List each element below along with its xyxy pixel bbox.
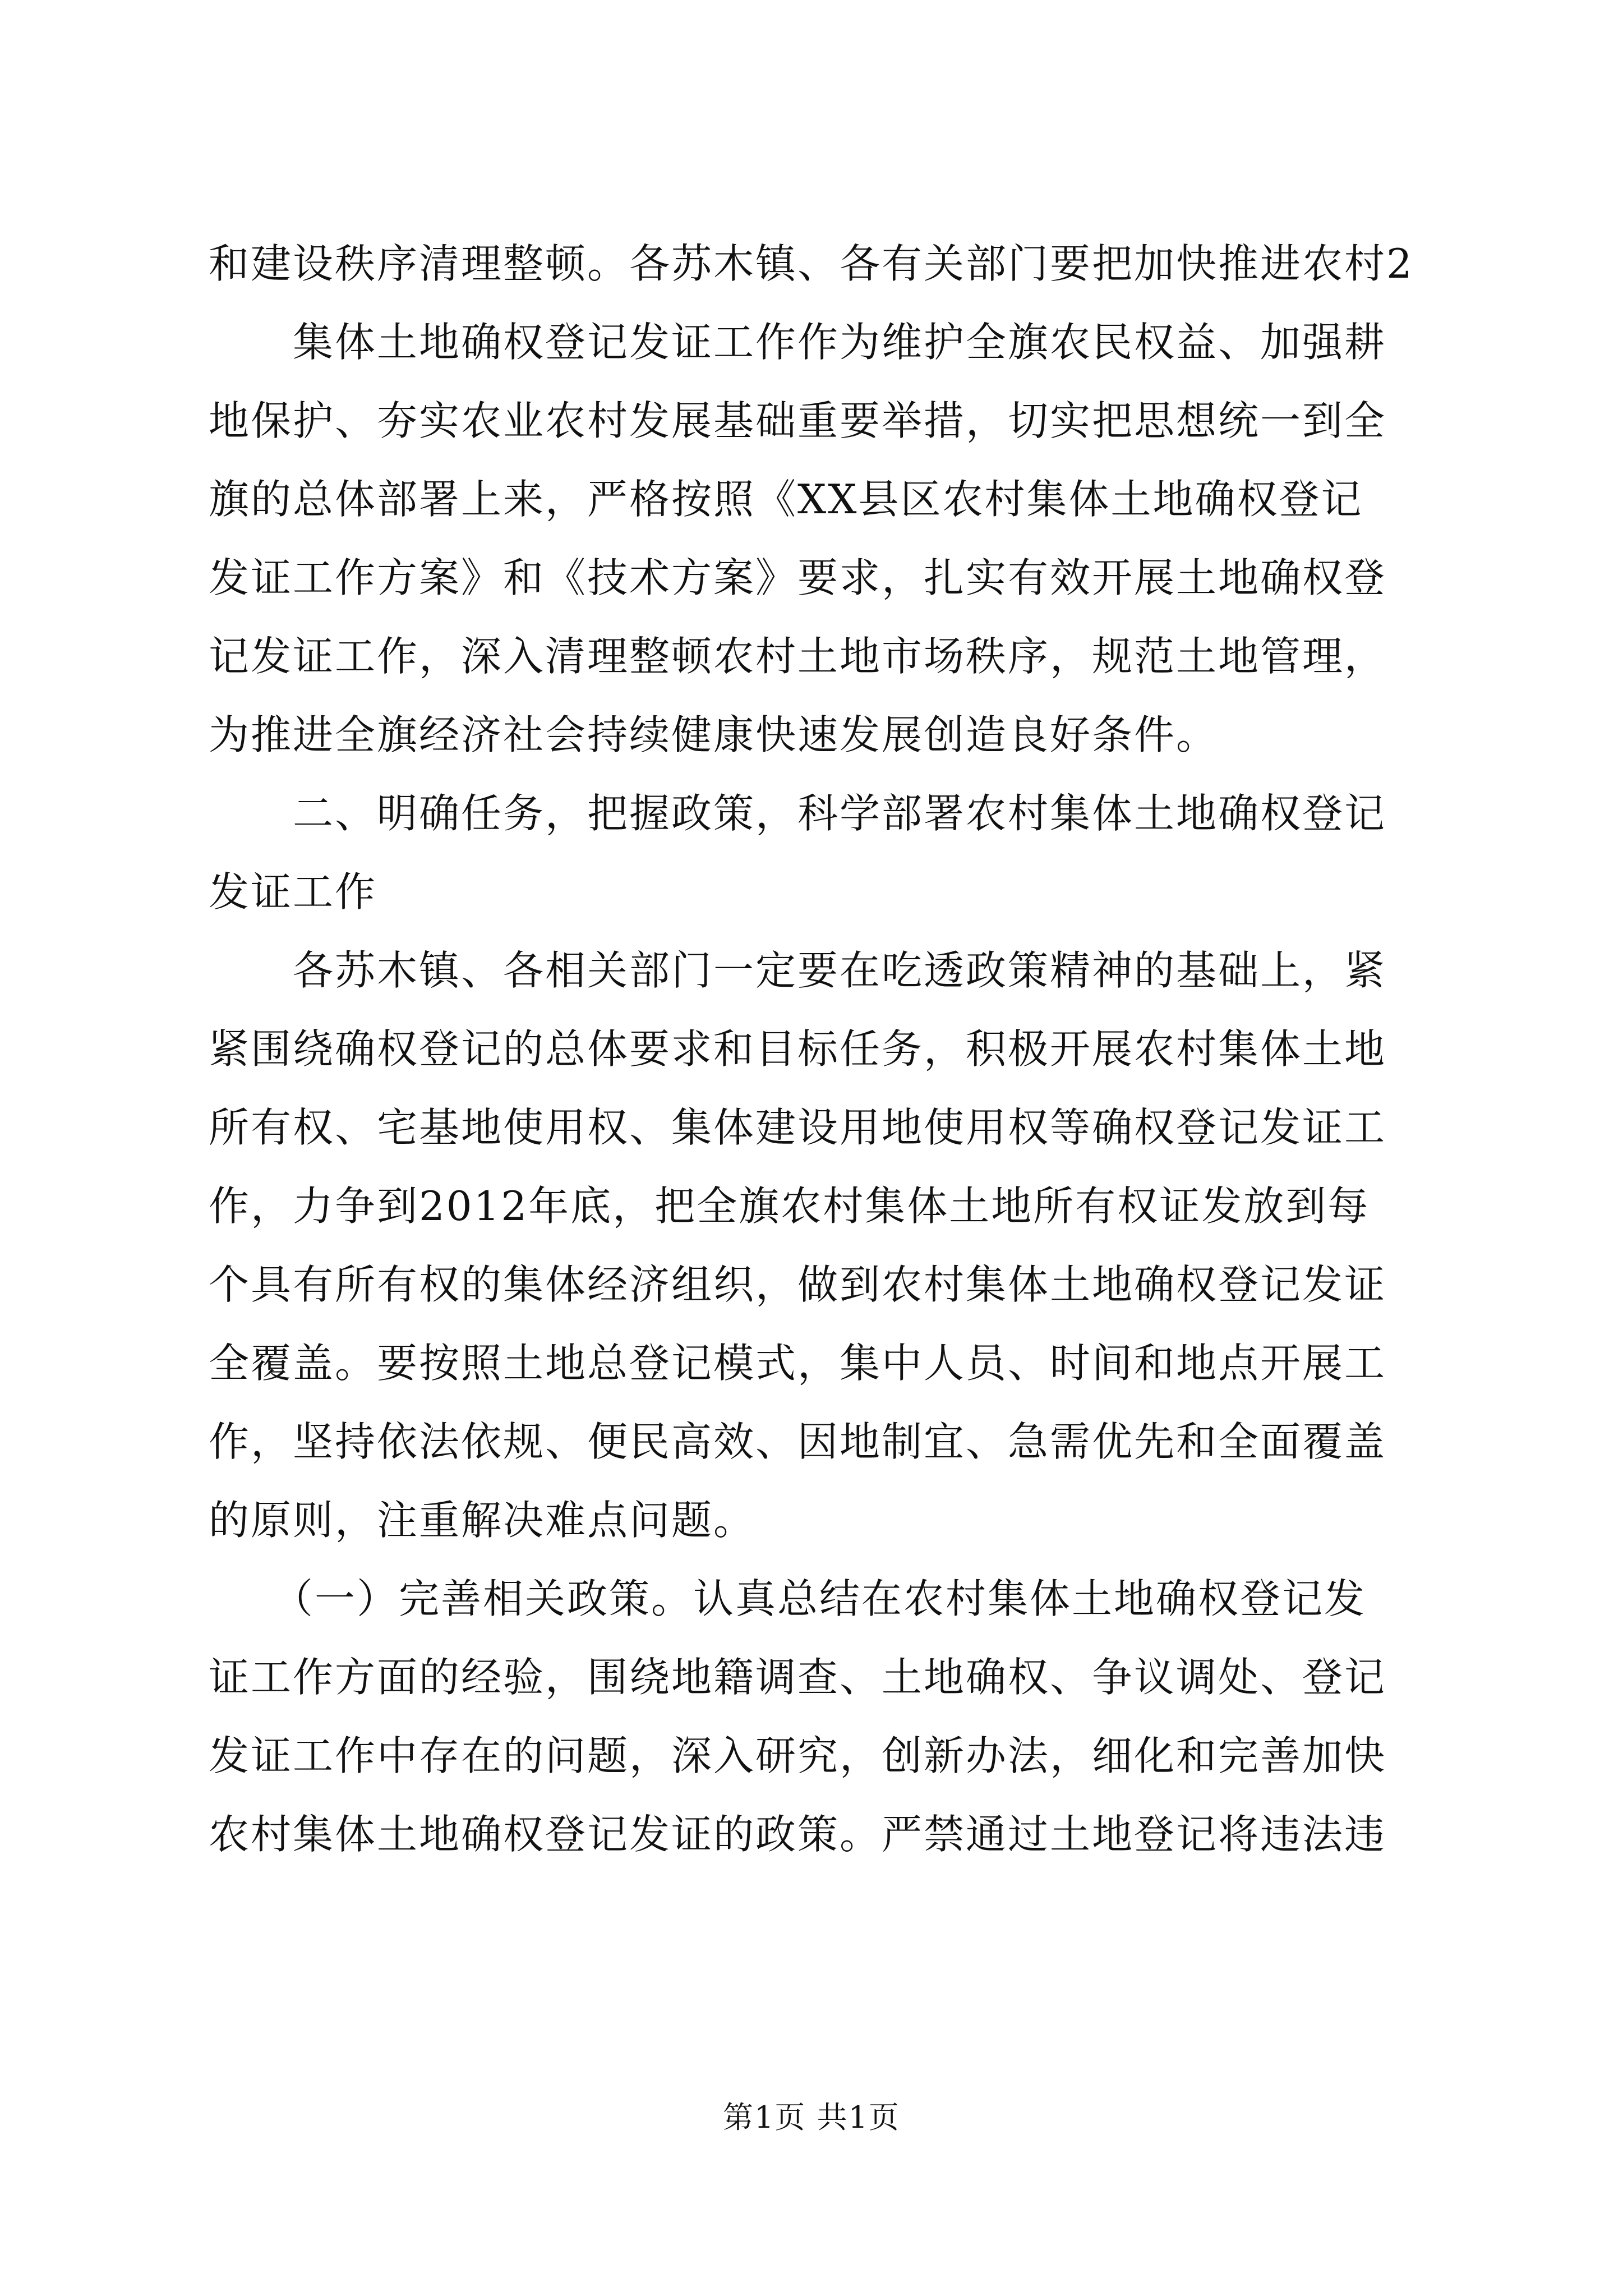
body-line: 发证工作方案》和《技术方案》要求，扎实有效开展土地确权登	[209, 554, 1387, 601]
body-line: 的原则，注重解决难点问题。	[209, 1497, 756, 1544]
body-line: 地保护、夯实农业农村发展基础重要举措，切实把思想统一到全	[209, 397, 1387, 444]
body-line: 作，坚持依法依规、便民高效、因地制宜、急需优先和全面覆盖	[209, 1418, 1387, 1465]
body-line: 个具有所有权的集体经济组织，做到农村集体土地确权登记发证	[209, 1261, 1387, 1308]
body-line: 旗的总体部署上来，严格按照《XX县区农村集体土地确权登记	[209, 476, 1363, 523]
body-line: 集体土地确权登记发证工作作为维护全旗农民权益、加强耕	[209, 319, 1387, 366]
body-line: 记发证工作，深入清理整顿农村土地市场秩序，规范土地管理，	[209, 633, 1387, 680]
body-line: 所有权、宅基地使用权、集体建设用地使用权等确权登记发证工	[209, 1104, 1387, 1151]
body-line: 为推进全旗经济社会持续健康快速发展创造良好条件。	[209, 711, 1219, 758]
page-footer: 第1页 共1页	[723, 2100, 900, 2135]
body-line: 农村集体土地确权登记发证的政策。严禁通过土地登记将违法违	[209, 1811, 1387, 1858]
body-line: （一）完善相关政策。认真总结在农村集体土地确权登记发	[209, 1575, 1367, 1622]
body-line: 紧围绕确权登记的总体要求和目标任务，积极开展农村集体土地	[209, 1025, 1387, 1073]
body-line: 全覆盖。要按照土地总登记模式，集中人员、时间和地点开展工	[209, 1340, 1387, 1387]
section-heading-line: 二、明确任务，把握政策，科学部署农村集体土地确权登记	[209, 790, 1387, 837]
body-line: 作，力争到2012年底，把全旗农村集体土地所有权证发放到每	[209, 1182, 1370, 1230]
section-heading-line: 发证工作	[209, 868, 377, 915]
body-line: 发证工作中存在的问题，深入研究，创新办法，细化和完善加快	[209, 1732, 1387, 1779]
body-line: 和建设秩序清理整顿。各苏木镇、各有关部门要把加快推进农村2	[209, 240, 1414, 287]
body-line: 证工作方面的经验，围绕地籍调查、土地确权、争议调处、登记	[209, 1654, 1387, 1701]
body-line: 各苏木镇、各相关部门一定要在吃透政策精神的基础上，紧	[209, 947, 1387, 994]
